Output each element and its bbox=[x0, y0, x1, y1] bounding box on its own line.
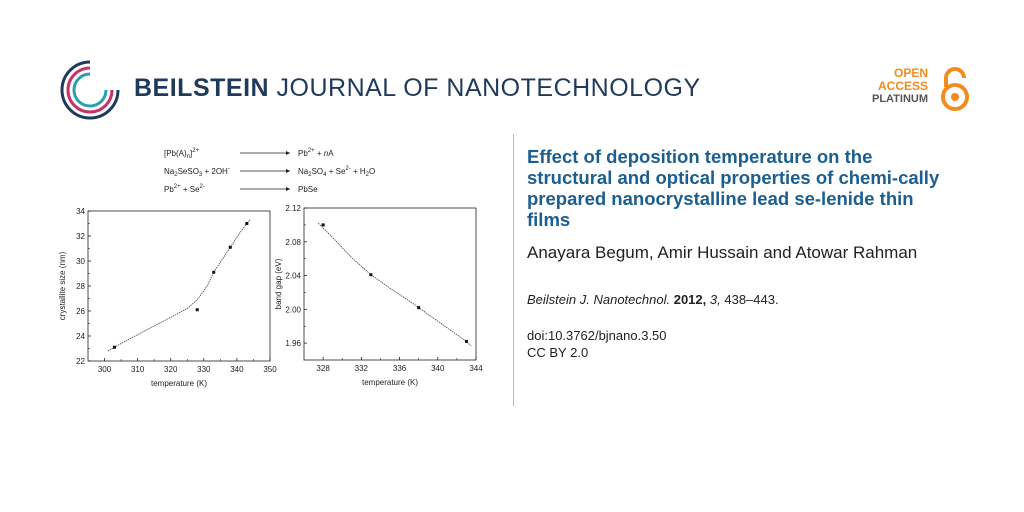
fit-curve bbox=[318, 223, 471, 345]
x-tick-label: 350 bbox=[263, 365, 277, 374]
journal-name[interactable] bbox=[134, 74, 701, 103]
x-tick-label: 336 bbox=[392, 364, 407, 373]
fit-curve bbox=[108, 220, 250, 351]
data-point bbox=[417, 306, 420, 309]
graphical-abstract bbox=[52, 136, 502, 398]
data-point bbox=[322, 223, 325, 226]
citation-year: 2012, bbox=[673, 292, 707, 307]
chart-crystallite-size bbox=[58, 207, 277, 388]
y-tick-label: 34 bbox=[76, 207, 85, 216]
data-point bbox=[369, 273, 372, 276]
reaction-1-right: $Pb^{2+}$ + nA bbox=[298, 148, 334, 158]
plot-frame bbox=[88, 211, 270, 361]
y-tick-label: 2.00 bbox=[285, 305, 301, 315]
article-citation bbox=[527, 292, 779, 307]
x-tick-label: 344 bbox=[469, 364, 483, 373]
data-point bbox=[245, 222, 248, 225]
y-tick-label: 32 bbox=[76, 232, 85, 241]
reaction-2-right: $Na_2SO_4 + Se^{2-} + H_2O$ bbox=[298, 166, 376, 178]
y-tick-label: 2.08 bbox=[285, 237, 301, 247]
reaction-scheme bbox=[164, 148, 375, 194]
data-point bbox=[113, 346, 116, 349]
citation-volume: 3, bbox=[709, 292, 721, 307]
article-authors: Anayara Begum, Amir Hussain and Atowar Rahman bbox=[527, 243, 918, 262]
oa-access-label: ACCESS bbox=[877, 79, 928, 93]
open-access-badge bbox=[850, 67, 970, 111]
oa-open-label: OPEN bbox=[893, 66, 928, 80]
reaction-1-left: $[Pb(A)_n]^{2+}$ bbox=[164, 148, 200, 160]
reaction-2-left: $Na_2SeSO_3 + 2OH^-$ bbox=[164, 166, 230, 178]
reaction-3-left: $Pb^{2+} + Se^{2-}$ bbox=[164, 184, 205, 194]
data-point bbox=[465, 340, 468, 343]
oa-platinum-label: PLATINUM bbox=[871, 93, 928, 105]
open-lock-icon bbox=[940, 67, 970, 111]
plot-frame bbox=[304, 208, 476, 360]
x-tick-label: 332 bbox=[354, 364, 369, 373]
journal-name-light: JOURNAL OF NANOTECHNOLOGY bbox=[269, 74, 701, 102]
journal-name-bold: BEILSTEIN bbox=[134, 74, 270, 102]
y-tick-label: 2.04 bbox=[285, 271, 301, 281]
chart-band-gap bbox=[274, 204, 483, 387]
x-axis-label: temperature (K) bbox=[361, 378, 419, 387]
y-axis-label: band gap (eV) bbox=[274, 258, 283, 310]
x-tick-label: 310 bbox=[130, 365, 145, 374]
x-tick-label: 320 bbox=[164, 365, 178, 374]
data-point bbox=[212, 271, 215, 274]
x-tick-label: 330 bbox=[197, 365, 211, 374]
x-tick-label: 340 bbox=[230, 365, 244, 374]
x-tick-label: 328 bbox=[316, 364, 330, 373]
y-tick-label: 1.96 bbox=[285, 339, 301, 349]
data-point bbox=[229, 246, 232, 249]
reaction-3-right: PbSe bbox=[298, 185, 318, 194]
y-tick-label: 26 bbox=[76, 307, 85, 316]
article-doi[interactable]: doi:10.3762/bjnano.3.50 bbox=[527, 328, 667, 343]
y-tick-label: 22 bbox=[76, 357, 85, 366]
x-tick-label: 340 bbox=[431, 364, 445, 373]
article-title[interactable]: Effect of deposition temperature on the structural and optical properties of chemi-cally prepared nanocrystalline lead se-lenide thin films bbox=[527, 146, 940, 230]
y-axis-label: crystallite size (nm) bbox=[58, 251, 67, 321]
article-license[interactable]: CC BY 2.0 bbox=[527, 345, 589, 360]
y-tick-label: 30 bbox=[76, 257, 85, 266]
y-tick-label: 2.12 bbox=[285, 204, 301, 213]
data-point bbox=[196, 308, 199, 311]
x-tick-label: 300 bbox=[97, 365, 112, 374]
beilstein-arc-logo-icon bbox=[58, 58, 122, 122]
x-axis-label: temperature (K) bbox=[150, 379, 208, 388]
y-tick-label: 28 bbox=[76, 282, 85, 291]
citation-pages: 438–443. bbox=[724, 292, 779, 307]
y-tick-label: 24 bbox=[76, 332, 85, 341]
citation-journal: Beilstein J. Nanotechnol. bbox=[527, 292, 671, 307]
vertical-divider bbox=[513, 134, 514, 406]
